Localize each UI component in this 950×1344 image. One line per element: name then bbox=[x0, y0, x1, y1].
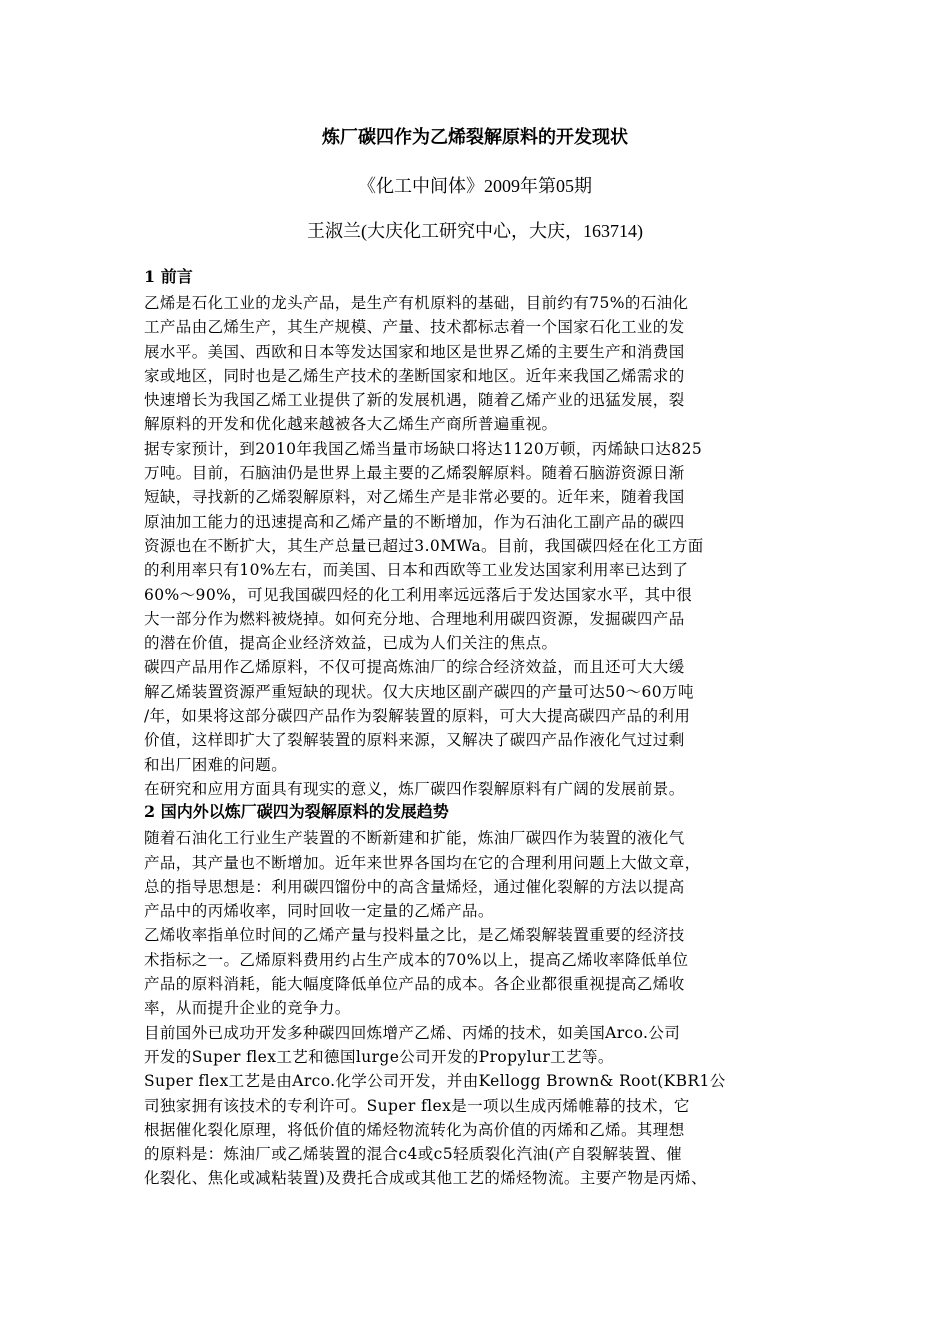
paragraph-line: 的原料是：炼油厂或乙烯装置的混合c4或c5轻质裂化汽油(产自裂解装置、催 bbox=[144, 1145, 683, 1164]
paragraph-line: 根据催化裂化原理，将低价值的烯烃物流转化为高价值的丙烯和乙烯。其理想 bbox=[144, 1120, 685, 1139]
paragraph-line: 化裂化、焦化或减粘装置)及费托合成或其他工艺的烯烃物流。主要产物是丙烯、 bbox=[144, 1169, 707, 1188]
paragraph-line: 乙烯是石化工业的龙头产品，是生产有机原料的基础，目前约有75%的石油化 bbox=[144, 294, 689, 312]
paragraph-line: 目前国外已成功开发多种碳四回炼增产乙烯、丙烯的技术，如美国Arco.公司 bbox=[144, 1023, 681, 1042]
paragraph-line: 随着石油化工行业生产装置的不断新建和扩能，炼油厂碳四作为装置的液化气 bbox=[144, 829, 685, 848]
document-author: 王淑兰(大庆化工研究中心，大庆，163714) bbox=[307, 221, 643, 241]
paragraph-line: 万吨。目前，石脑油仍是世界上最主要的乙烯裂解原料。随着石脑游资源日渐 bbox=[144, 464, 685, 483]
section-heading: 1 前言 bbox=[144, 267, 193, 286]
paragraph-line: 总的指导思想是：利用碳四馏份中的高含量烯烃，通过催化裂解的方法以提高 bbox=[144, 877, 685, 896]
paragraph-line: 据专家预计，到2010年我国乙烯当量市场缺口将达1120万顿，丙烯缺口达825 bbox=[144, 439, 703, 458]
paragraph-line: 司独家拥有该技术的专利许可。Super flex是一项以生成丙烯帷幕的技术，它 bbox=[144, 1096, 690, 1115]
paragraph-line: 展水平。美国、西欧和日本等发达国家和地区是世界乙烯的主要生产和消费国 bbox=[144, 342, 685, 361]
paragraph-line: 的潜在价值，提高企业经济效益，已成为人们关注的焦点。 bbox=[144, 634, 558, 653]
paragraph-line: 产品中的丙烯收率，同时回收一定量的乙烯产品。 bbox=[144, 902, 494, 921]
paragraph-line: 乙烯收率指单位时间的乙烯产量与投料量之比，是乙烯裂解装置重要的经济技 bbox=[144, 926, 685, 945]
paragraph-line: 开发的Super flex工艺和德国lurge公司开发的Propylur工艺等。 bbox=[144, 1047, 614, 1066]
paragraph-line: 价值，这样即扩大了裂解装置的原料来源，又解决了碳四产品作液化气过过剩 bbox=[144, 731, 685, 750]
paragraph bbox=[144, 1021, 834, 1070]
paragraph bbox=[144, 291, 834, 437]
document-source: 《化工中间体》2009年第05期 bbox=[358, 176, 592, 196]
paragraph-line: 解原料的开发和优化越来越被各大乙烯生产商所普遍重视。 bbox=[144, 415, 558, 434]
paragraph-line: 原油加工能力的迅速提高和乙烯产量的不断增加，作为石油化工副产品的碳四 bbox=[144, 512, 685, 531]
paragraph-line: 60%～90%，可见我国碳四烃的化工利用率远远落后于发达国家水平，其中很 bbox=[144, 585, 693, 604]
paragraph-line: 碳四产品用作乙烯原料，不仅可提高炼油厂的综合经济效益，而且还可大大缓 bbox=[144, 658, 685, 677]
document-body bbox=[144, 266, 834, 1191]
paragraph bbox=[144, 1069, 834, 1190]
paragraph-line: 在研究和应用方面具有现实的意义，炼厂碳四作裂解原料有广阔的发展前景。 bbox=[144, 779, 685, 798]
paragraph-line: 短缺，寻找新的乙烯裂解原料，对乙烯生产是非常必要的。近年来，随着我国 bbox=[144, 488, 685, 507]
paragraph-line: 工产品由乙烯生产，其生产规模、产量、技术都标志着一个国家石化工业的发 bbox=[144, 318, 685, 337]
paragraph-line: 家或地区，同时也是乙烯生产技术的垄断国家和地区。近年来我国乙烯需求的 bbox=[144, 366, 685, 385]
paragraph-line: 产品的原料消耗，能大幅度降低单位产品的成本。各企业都很重视提高乙烯收 bbox=[144, 975, 685, 994]
paragraph bbox=[144, 826, 834, 923]
paragraph-line: Super flex工艺是由Arco.化学公司开发，并由Kellogg Brown& Root(KBR1公 bbox=[144, 1072, 726, 1091]
paragraph bbox=[144, 655, 834, 776]
paragraph-line: /年，如果将这部分碳四产品作为裂解装置的原料，可大大提高碳四产品的利用 bbox=[144, 707, 691, 726]
paragraph-line: 术指标之一。乙烯原料费用约占生产成本的70%以上，提高乙烯收率降低单位 bbox=[144, 950, 689, 969]
paragraph-line: 产品，其产量也不断增加。近年来世界各国均在它的合理利用问题上大做文章， bbox=[144, 853, 701, 872]
paragraph-line: 的利用率只有10%左右，而美国、日本和西欧等工业发达国家利用率已达到了 bbox=[144, 561, 689, 580]
document-title: 炼厂碳四作为乙烯裂解原料的开发现状 bbox=[322, 127, 628, 148]
paragraph-line: 资源也在不断扩大，其生产总量已超过3.0MWa。目前，我国碳四烃在化工方面 bbox=[144, 536, 704, 555]
paragraph-line: 大一部分作为燃料被烧掉。如何充分地、合理地利用碳四资源，发掘碳四产品 bbox=[144, 609, 685, 628]
paragraph-line: 解乙烯装置资源严重短缺的现状。仅大庆地区副产碳四的产量可达50～60万吨 bbox=[144, 682, 694, 701]
paragraph-line: 率，从而提升企业的竞争力。 bbox=[144, 999, 351, 1018]
section-heading: 2 国内外以炼厂碳四为裂解原料的发展趋势 bbox=[144, 802, 449, 822]
paragraph bbox=[144, 777, 834, 801]
paragraph-line: 快速增长为我国乙烯工业提供了新的发展机遇，随着乙烯产业的迅猛发展，裂 bbox=[144, 391, 685, 410]
paragraph-line: 和出厂困难的问题。 bbox=[144, 755, 288, 774]
paragraph bbox=[144, 437, 834, 656]
paragraph bbox=[144, 923, 834, 1020]
